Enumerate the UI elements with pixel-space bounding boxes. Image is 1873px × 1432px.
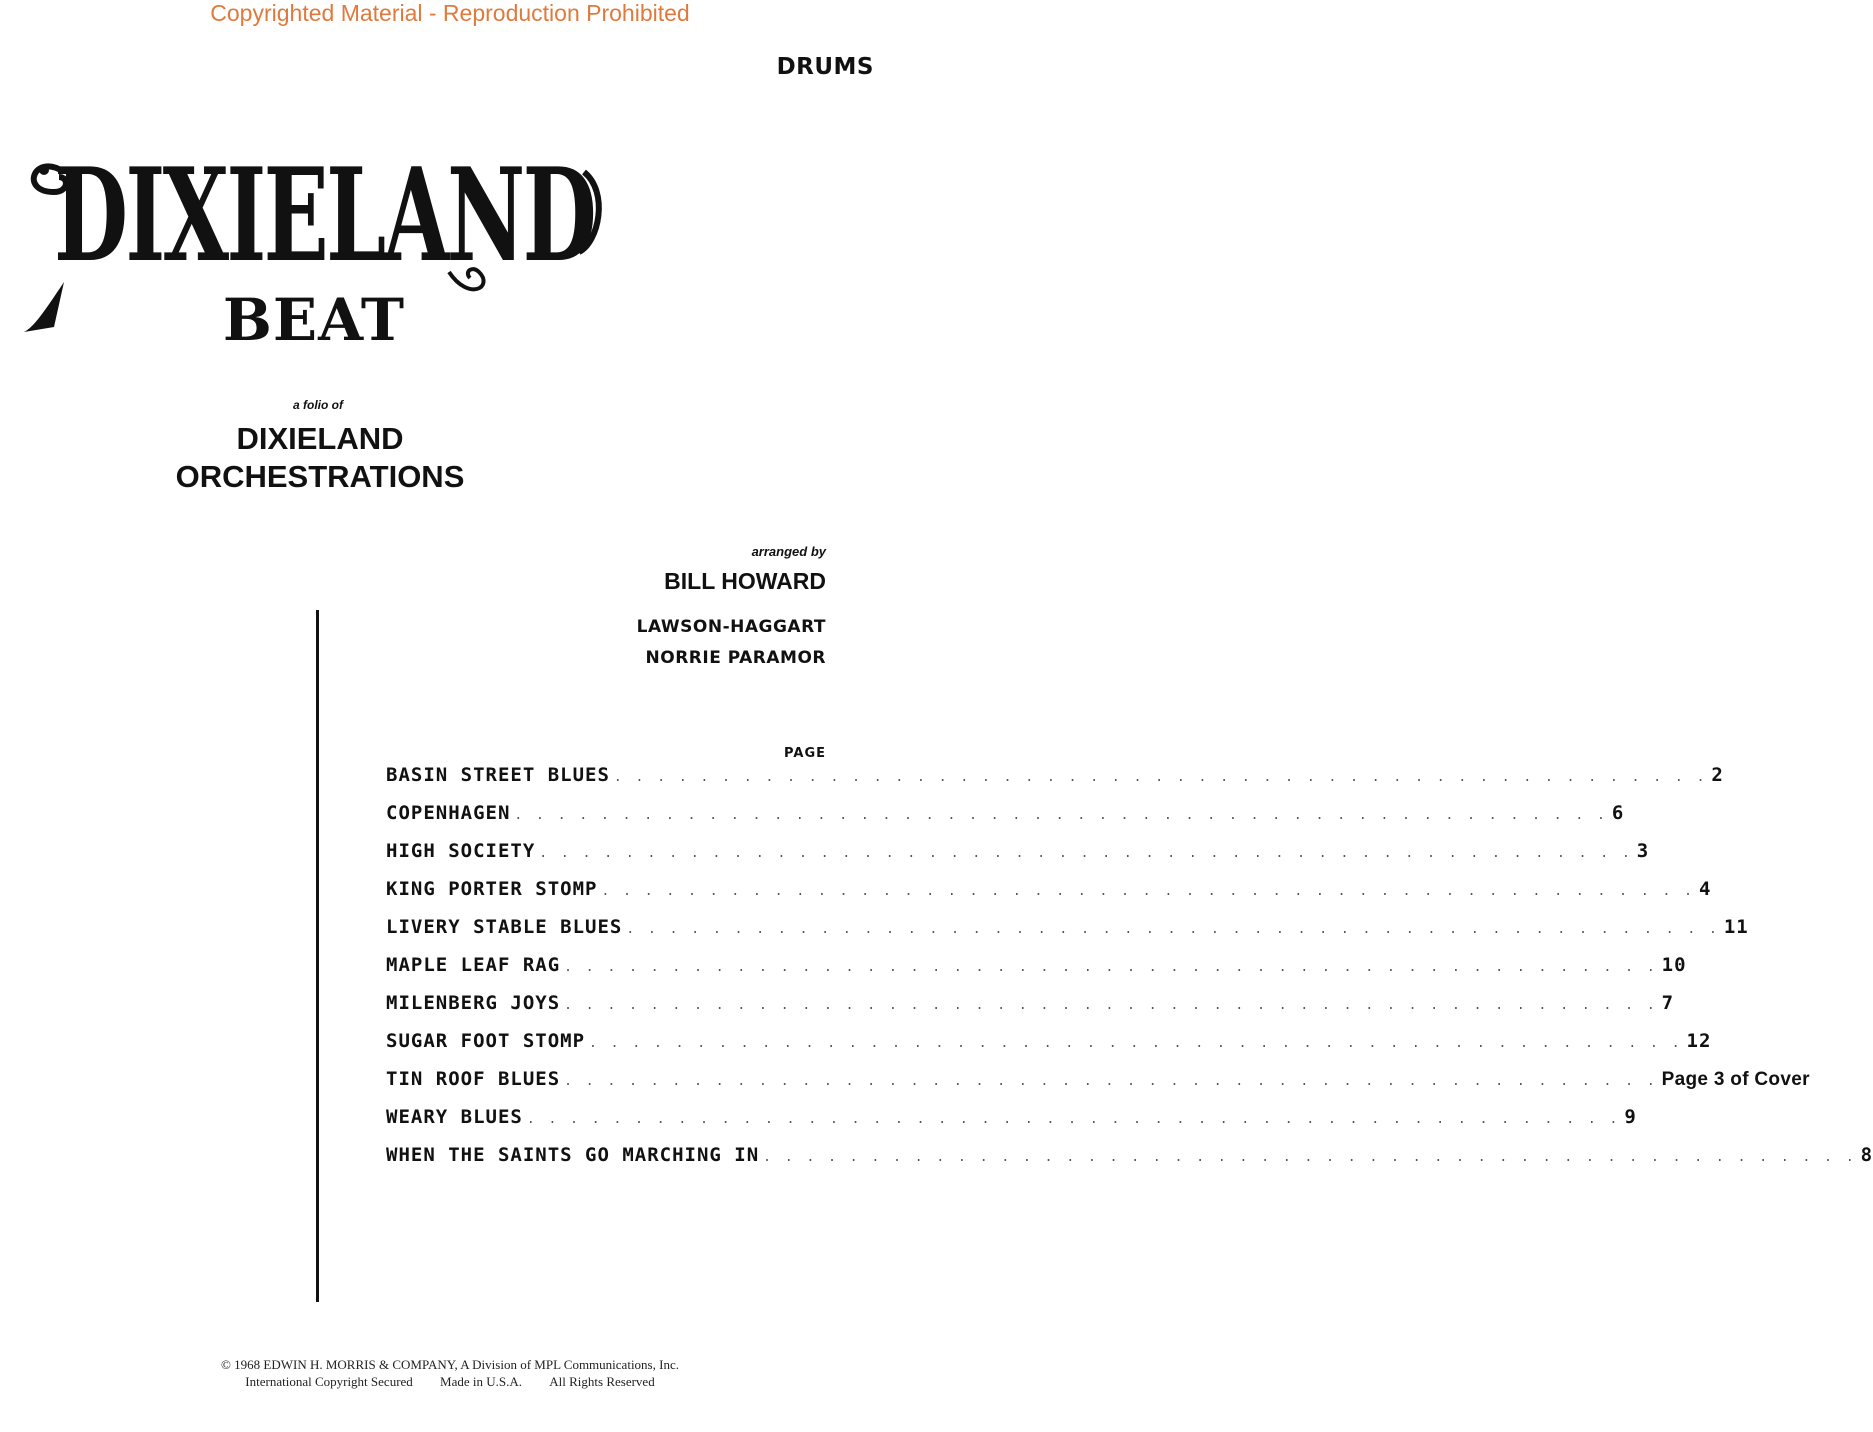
folio-title-line-1: DIXIELAND: [236, 421, 404, 456]
toc-page-header: PAGE: [784, 746, 826, 761]
toc-title: BASIN STREET BLUES: [386, 764, 610, 786]
leader-dots: [614, 770, 1708, 785]
toc-page: 12: [1686, 1030, 1712, 1052]
toc-title: TIN ROOF BLUES: [386, 1068, 561, 1090]
leader-dots: [564, 960, 1658, 975]
toc-title: MAPLE LEAF RAG: [386, 954, 561, 976]
toc-page: 8: [1860, 1144, 1873, 1166]
toc-entry: [386, 878, 1712, 916]
toc-entry: [386, 1068, 1810, 1106]
logo-subtitle: BEAT: [222, 286, 406, 354]
folio-prefix: a folio of: [293, 398, 343, 412]
toc-entry: [386, 802, 1625, 840]
copyright-line-2: [0, 1373, 900, 1390]
part-label: DRUMS: [776, 54, 874, 80]
toc-entry: [386, 992, 1675, 1030]
toc-page: 4: [1698, 878, 1712, 900]
leader-dots: [763, 1150, 1857, 1165]
toc-page: 10: [1661, 954, 1687, 976]
copyright-notice: [0, 1356, 900, 1390]
leader-dots: [539, 846, 1633, 861]
toc-title: KING PORTER STOMP: [386, 878, 598, 900]
arranger-name: LAWSON-HAGGART: [636, 617, 826, 637]
toc-title: COPENHAGEN: [386, 802, 511, 824]
toc-entry: [386, 1144, 1873, 1182]
leader-dots: [564, 1074, 1658, 1089]
leader-dots: [626, 922, 1720, 937]
toc-title: WEARY BLUES: [386, 1106, 523, 1128]
toc-entry: [386, 840, 1650, 878]
copyright-line: © 1968 EDWIN H. MORRIS & COMPANY, A Division of MPL Communications, Inc.: [221, 1357, 679, 1372]
made-in: Made in U.S.A.: [440, 1374, 523, 1389]
copyright-secured: International Copyright Secured: [245, 1374, 413, 1389]
toc-page: 2: [1711, 764, 1724, 786]
toc-entry: [386, 1030, 1712, 1068]
arranger-name: BILL HOWARD: [664, 568, 826, 594]
toc-title: LIVERY STABLE BLUES: [386, 916, 623, 938]
toc-page: 7: [1661, 992, 1675, 1014]
toc-page: 6: [1611, 802, 1625, 824]
toc-title: MILENBERG JOYS: [386, 992, 561, 1014]
leader-dots: [589, 1036, 1683, 1051]
toc-page: 3: [1636, 840, 1650, 862]
arranged-by-label: arranged by: [751, 544, 826, 559]
toc-page: 9: [1624, 1106, 1637, 1128]
vertical-divider: [316, 610, 319, 1302]
folio-title-line-2: ORCHESTRATIONS: [175, 459, 465, 494]
leader-dots: [601, 884, 1695, 899]
folio-title: [130, 420, 510, 496]
toc-title: WHEN THE SAINTS GO MARCHING IN: [386, 1144, 760, 1166]
leader-dots: [564, 998, 1658, 1013]
toc-entry: [386, 954, 1687, 992]
toc-entry: [386, 916, 1749, 954]
watermark: Copyrighted Material - Reproduction Prohibited: [210, 0, 690, 26]
rights-reserved: All Rights Reserved: [549, 1374, 655, 1389]
table-of-contents: [386, 764, 1873, 1182]
arranger-name: NORRIE PARAMOR: [645, 648, 826, 668]
toc-title: SUGAR FOOT STOMP: [386, 1030, 586, 1052]
logo-title: DIXIELAND: [54, 141, 594, 291]
toc-page: 11: [1723, 916, 1749, 938]
toc-entry: [386, 764, 1724, 802]
leader-dots: [527, 1112, 1621, 1127]
toc-page: Page 3 of Cover: [1661, 1069, 1810, 1090]
leader-dots: [514, 808, 1608, 823]
toc-title: HIGH SOCIETY: [386, 840, 536, 862]
toc-entry: [386, 1106, 1637, 1144]
dixieland-logo: [24, 132, 624, 354]
